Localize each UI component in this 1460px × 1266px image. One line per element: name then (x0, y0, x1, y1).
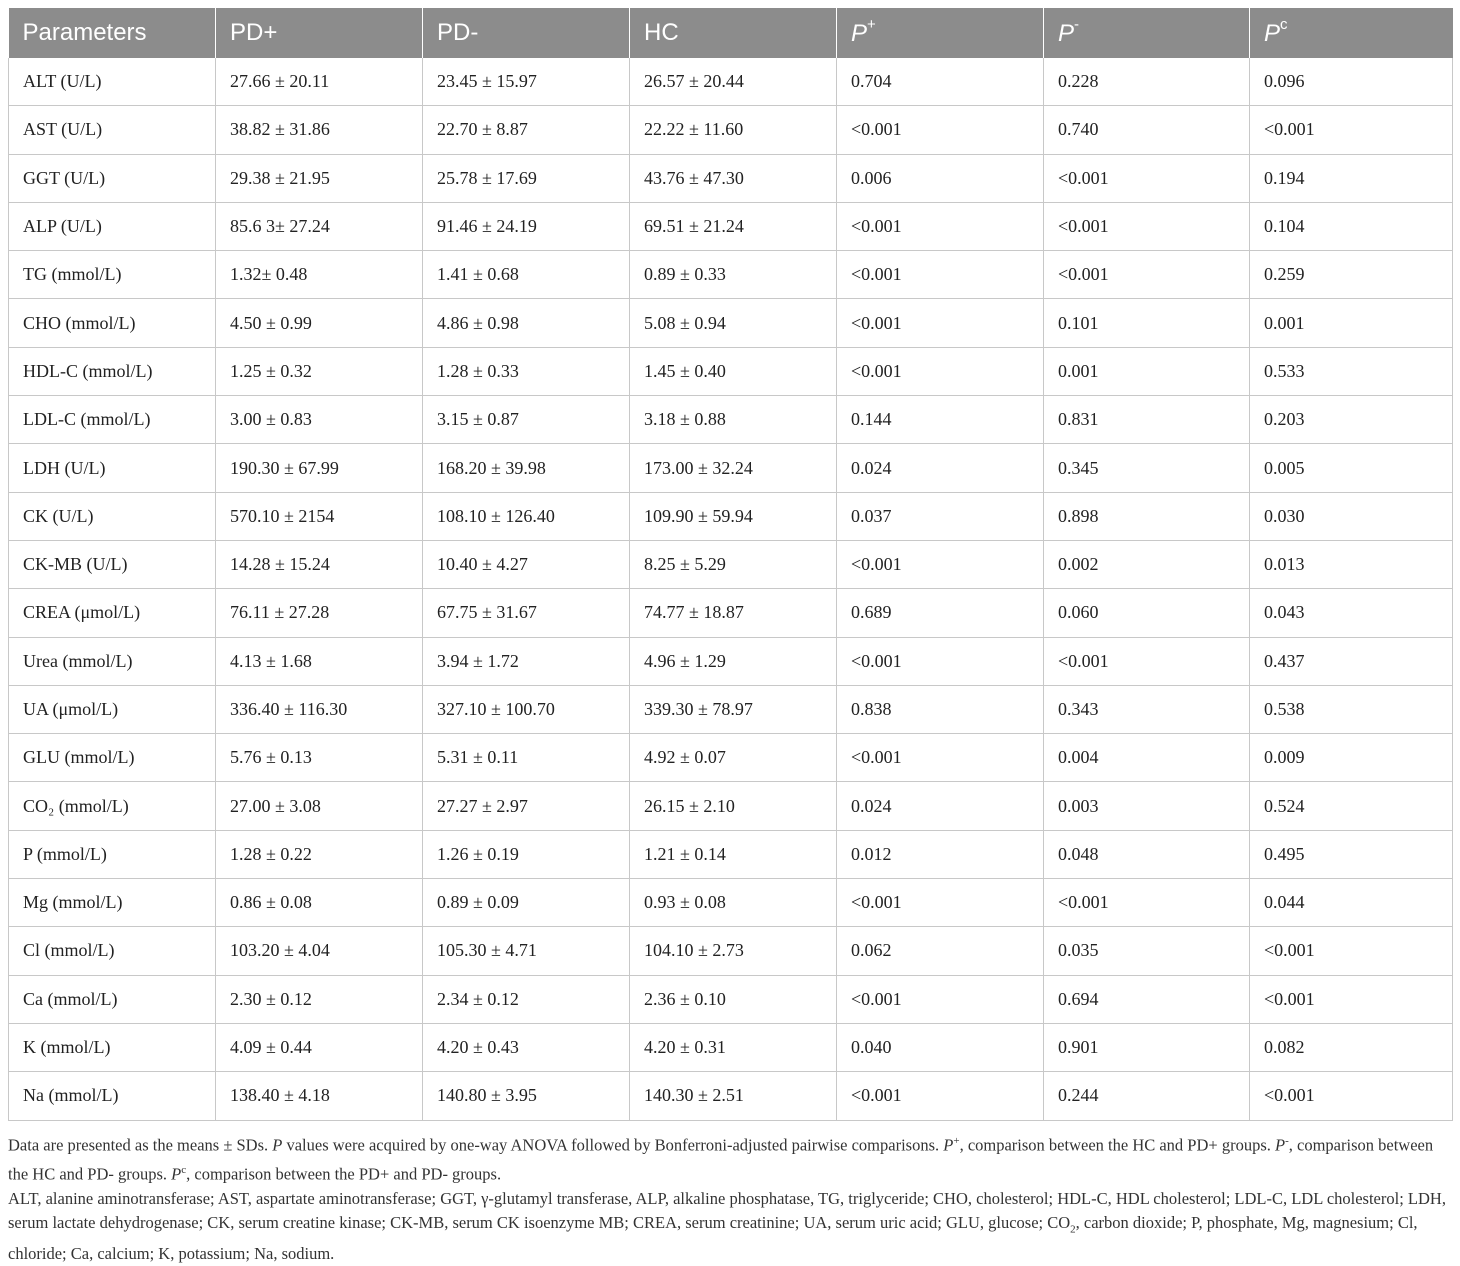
value-cell: 1.45 ± 0.40 (630, 347, 837, 395)
value-cell: 26.57 ± 20.44 (630, 58, 837, 106)
value-cell: 69.51 ± 21.24 (630, 202, 837, 250)
value-cell: 336.40 ± 116.30 (216, 685, 423, 733)
value-cell: 3.00 ± 0.83 (216, 396, 423, 444)
value-cell: 8.25 ± 5.29 (630, 540, 837, 588)
value-cell: 3.94 ± 1.72 (423, 637, 630, 685)
value-cell: 27.66 ± 20.11 (216, 58, 423, 106)
table-row (9, 540, 1453, 588)
table-row (9, 154, 1453, 202)
value-cell: 10.40 ± 4.27 (423, 540, 630, 588)
table-row (9, 637, 1453, 685)
value-cell: 25.78 ± 17.69 (423, 154, 630, 202)
value-cell: 0.704 (837, 58, 1044, 106)
table-row (9, 299, 1453, 347)
value-cell: 0.437 (1250, 637, 1453, 685)
value-cell: 0.062 (837, 927, 1044, 975)
value-cell: 26.15 ± 2.10 (630, 782, 837, 830)
value-cell: 138.40 ± 4.18 (216, 1072, 423, 1120)
table-row (9, 830, 1453, 878)
column-header: Parameters (9, 8, 216, 58)
value-cell: 0.740 (1044, 106, 1250, 154)
parameter-cell: GLU (mmol/L) (9, 734, 216, 782)
table-body (9, 58, 1453, 1120)
value-cell: <0.001 (837, 347, 1044, 395)
value-cell: 22.22 ± 11.60 (630, 106, 837, 154)
value-cell: <0.001 (1044, 154, 1250, 202)
value-cell: 0.144 (837, 396, 1044, 444)
value-cell: 0.104 (1250, 202, 1453, 250)
value-cell: <0.001 (837, 879, 1044, 927)
value-cell: 0.024 (837, 444, 1044, 492)
value-cell: 168.20 ± 39.98 (423, 444, 630, 492)
parameter-cell: ALT (U/L) (9, 58, 216, 106)
value-cell: 2.36 ± 0.10 (630, 975, 837, 1023)
value-cell: 0.343 (1044, 685, 1250, 733)
value-cell: 1.28 ± 0.22 (216, 830, 423, 878)
value-cell: 76.11 ± 27.28 (216, 589, 423, 637)
value-cell: 0.838 (837, 685, 1044, 733)
value-cell: 104.10 ± 2.73 (630, 927, 837, 975)
footnotes (8, 1129, 1452, 1266)
value-cell: 0.901 (1044, 1023, 1250, 1071)
value-cell: 0.694 (1044, 975, 1250, 1023)
value-cell: 4.20 ± 0.43 (423, 1023, 630, 1071)
value-cell: 4.86 ± 0.98 (423, 299, 630, 347)
parameter-cell: Cl (mmol/L) (9, 927, 216, 975)
value-cell: 108.10 ± 126.40 (423, 492, 630, 540)
value-cell: 3.18 ± 0.88 (630, 396, 837, 444)
value-cell: <0.001 (837, 251, 1044, 299)
value-cell: 27.00 ± 3.08 (216, 782, 423, 830)
parameter-cell: GGT (U/L) (9, 154, 216, 202)
value-cell: <0.001 (837, 540, 1044, 588)
value-cell: 0.006 (837, 154, 1044, 202)
value-cell: 0.030 (1250, 492, 1453, 540)
parameter-cell: CK-MB (U/L) (9, 540, 216, 588)
value-cell: 1.28 ± 0.33 (423, 347, 630, 395)
value-cell: 0.93 ± 0.08 (630, 879, 837, 927)
value-cell: 0.024 (837, 782, 1044, 830)
value-cell: 0.082 (1250, 1023, 1453, 1071)
table-row (9, 589, 1453, 637)
value-cell: 4.96 ± 1.29 (630, 637, 837, 685)
value-cell: 0.040 (837, 1023, 1044, 1071)
value-cell: 5.76 ± 0.13 (216, 734, 423, 782)
parameter-cell: LDL-C (mmol/L) (9, 396, 216, 444)
value-cell: 0.538 (1250, 685, 1453, 733)
table-row (9, 347, 1453, 395)
parameter-cell: CK (U/L) (9, 492, 216, 540)
value-cell: 0.060 (1044, 589, 1250, 637)
value-cell: <0.001 (837, 1072, 1044, 1120)
value-cell: 0.89 ± 0.33 (630, 251, 837, 299)
table-row (9, 492, 1453, 540)
footnote-1: Data are presented as the means ± SDs. P values were acquired by one-way ANOVA followed by Bonferroni-adjusted pairwise comparisons. P+, comparison between the HC and PD+ groups. P-, comparison between the HC and PD- groups. $P^c$, comparison between the PD+ and PD- groups. (8, 1134, 1434, 1184)
value-cell: 339.30 ± 78.97 (630, 685, 837, 733)
value-cell: 0.013 (1250, 540, 1453, 588)
value-cell: 0.096 (1250, 58, 1453, 106)
table-row (9, 734, 1453, 782)
table-row (9, 106, 1453, 154)
value-cell: 0.89 ± 0.09 (423, 879, 630, 927)
value-cell: 22.70 ± 8.87 (423, 106, 630, 154)
table-row (9, 927, 1453, 975)
parameter-cell: K (mmol/L) (9, 1023, 216, 1071)
value-cell: 190.30 ± 67.99 (216, 444, 423, 492)
value-cell: 0.043 (1250, 589, 1453, 637)
table-row (9, 58, 1453, 106)
value-cell: 105.30 ± 4.71 (423, 927, 630, 975)
value-cell: 1.21 ± 0.14 (630, 830, 837, 878)
parameter-cell: LDH (U/L) (9, 444, 216, 492)
parameter-cell: Na (mmol/L) (9, 1072, 216, 1120)
value-cell: 570.10 ± 2154 (216, 492, 423, 540)
parameter-cell: TG (mmol/L) (9, 251, 216, 299)
value-cell: 0.048 (1044, 830, 1250, 878)
value-cell: 2.30 ± 0.12 (216, 975, 423, 1023)
value-cell: <0.001 (837, 106, 1044, 154)
column-header: $P^c$ (1250, 8, 1453, 58)
table-row (9, 975, 1453, 1023)
value-cell: 38.82 ± 31.86 (216, 106, 423, 154)
parameter-cell: UA (μmol/L) (9, 685, 216, 733)
value-cell: 0.003 (1044, 782, 1250, 830)
value-cell: <0.001 (1044, 251, 1250, 299)
parameter-cell: Ca (mmol/L) (9, 975, 216, 1023)
value-cell: 0.533 (1250, 347, 1453, 395)
value-cell: 109.90 ± 59.94 (630, 492, 837, 540)
parameter-cell: CO₂ (mmol/L) (9, 782, 216, 830)
value-cell: 5.08 ± 0.94 (630, 299, 837, 347)
value-cell: 0.86 ± 0.08 (216, 879, 423, 927)
header-row (9, 8, 1453, 58)
value-cell: 0.898 (1044, 492, 1250, 540)
value-cell: 43.76 ± 47.30 (630, 154, 837, 202)
value-cell: 74.77 ± 18.87 (630, 589, 837, 637)
table-row (9, 685, 1453, 733)
parameter-cell: Urea (mmol/L) (9, 637, 216, 685)
value-cell: <0.001 (837, 202, 1044, 250)
value-cell: 0.495 (1250, 830, 1453, 878)
column-header: PD- (423, 8, 630, 58)
value-cell: 327.10 ± 100.70 (423, 685, 630, 733)
value-cell: 0.689 (837, 589, 1044, 637)
value-cell: 0.001 (1250, 299, 1453, 347)
value-cell: 0.012 (837, 830, 1044, 878)
value-cell: 85.6 3± 27.24 (216, 202, 423, 250)
value-cell: 0.035 (1044, 927, 1250, 975)
table-row (9, 782, 1453, 830)
value-cell: 5.31 ± 0.11 (423, 734, 630, 782)
value-cell: <0.001 (1044, 202, 1250, 250)
value-cell: <0.001 (1250, 975, 1453, 1023)
value-cell: 0.345 (1044, 444, 1250, 492)
parameter-cell: ALP (U/L) (9, 202, 216, 250)
value-cell: <0.001 (1250, 927, 1453, 975)
parameter-cell: P (mmol/L) (9, 830, 216, 878)
data-table (8, 8, 1453, 1121)
table-container (8, 8, 1452, 1266)
value-cell: 4.20 ± 0.31 (630, 1023, 837, 1071)
value-cell: 1.26 ± 0.19 (423, 830, 630, 878)
value-cell: 2.34 ± 0.12 (423, 975, 630, 1023)
value-cell: 0.004 (1044, 734, 1250, 782)
value-cell: 27.27 ± 2.97 (423, 782, 630, 830)
value-cell: 29.38 ± 21.95 (216, 154, 423, 202)
value-cell: 103.20 ± 4.04 (216, 927, 423, 975)
value-cell: <0.001 (1250, 106, 1453, 154)
table-row (9, 1023, 1453, 1071)
value-cell: <0.001 (837, 299, 1044, 347)
column-header: P+ (837, 8, 1044, 58)
value-cell: 173.00 ± 32.24 (630, 444, 837, 492)
value-cell: 0.009 (1250, 734, 1453, 782)
column-header: P- (1044, 8, 1250, 58)
value-cell: <0.001 (1044, 879, 1250, 927)
value-cell: 0.037 (837, 492, 1044, 540)
value-cell: 1.25 ± 0.32 (216, 347, 423, 395)
value-cell: 0.194 (1250, 154, 1453, 202)
value-cell: <0.001 (1250, 1072, 1453, 1120)
table-row (9, 202, 1453, 250)
value-cell: <0.001 (837, 975, 1044, 1023)
value-cell: 0.002 (1044, 540, 1250, 588)
value-cell: 140.30 ± 2.51 (630, 1072, 837, 1120)
table-row (9, 879, 1453, 927)
value-cell: 14.28 ± 15.24 (216, 540, 423, 588)
value-cell: 4.50 ± 0.99 (216, 299, 423, 347)
table-row (9, 396, 1453, 444)
value-cell: 4.13 ± 1.68 (216, 637, 423, 685)
value-cell: 1.41 ± 0.68 (423, 251, 630, 299)
value-cell: 0.228 (1044, 58, 1250, 106)
value-cell: 3.15 ± 0.87 (423, 396, 630, 444)
footnote-2: ALT, alanine aminotransferase; AST, aspartate aminotransferase; GGT, γ-glutamyl transferase, ALP, alkaline phosphatase, TG, triglyceride; CHO, cholesterol; HDL-C, HDL cholesterol; LDL-C, LDL cholesterol; LDH, serum lactate dehydrogenase; CK, serum creatine kinase; CK-MB, serum CK isoenzyme MB; CREA, serum creatinine; UA, serum uric acid; GLU, glucose; $CO_2$, carbon dioxide; P, phosphate, Mg, magnesium; Cl, chloride; Ca, calcium; K, potassium; Na, sodium. (8, 1188, 1446, 1263)
value-cell: 0.259 (1250, 251, 1453, 299)
value-cell: 0.005 (1250, 444, 1453, 492)
value-cell: 0.203 (1250, 396, 1453, 444)
value-cell: 0.244 (1044, 1072, 1250, 1120)
column-header: HC (630, 8, 837, 58)
table-row (9, 1072, 1453, 1120)
value-cell: 0.101 (1044, 299, 1250, 347)
value-cell: 67.75 ± 31.67 (423, 589, 630, 637)
value-cell: 4.09 ± 0.44 (216, 1023, 423, 1071)
parameter-cell: CREA (μmol/L) (9, 589, 216, 637)
value-cell: 23.45 ± 15.97 (423, 58, 630, 106)
value-cell: 0.831 (1044, 396, 1250, 444)
value-cell: <0.001 (1044, 637, 1250, 685)
value-cell: 0.001 (1044, 347, 1250, 395)
value-cell: <0.001 (837, 637, 1044, 685)
table-row (9, 251, 1453, 299)
value-cell: 4.92 ± 0.07 (630, 734, 837, 782)
value-cell: 0.044 (1250, 879, 1453, 927)
value-cell: 140.80 ± 3.95 (423, 1072, 630, 1120)
value-cell: <0.001 (837, 734, 1044, 782)
parameter-cell: CHO (mmol/L) (9, 299, 216, 347)
value-cell: 91.46 ± 24.19 (423, 202, 630, 250)
table-row (9, 444, 1453, 492)
parameter-cell: Mg (mmol/L) (9, 879, 216, 927)
value-cell: 0.524 (1250, 782, 1453, 830)
value-cell: 1.32± 0.48 (216, 251, 423, 299)
column-header: PD+ (216, 8, 423, 58)
parameter-cell: HDL-C (mmol/L) (9, 347, 216, 395)
parameter-cell: AST (U/L) (9, 106, 216, 154)
